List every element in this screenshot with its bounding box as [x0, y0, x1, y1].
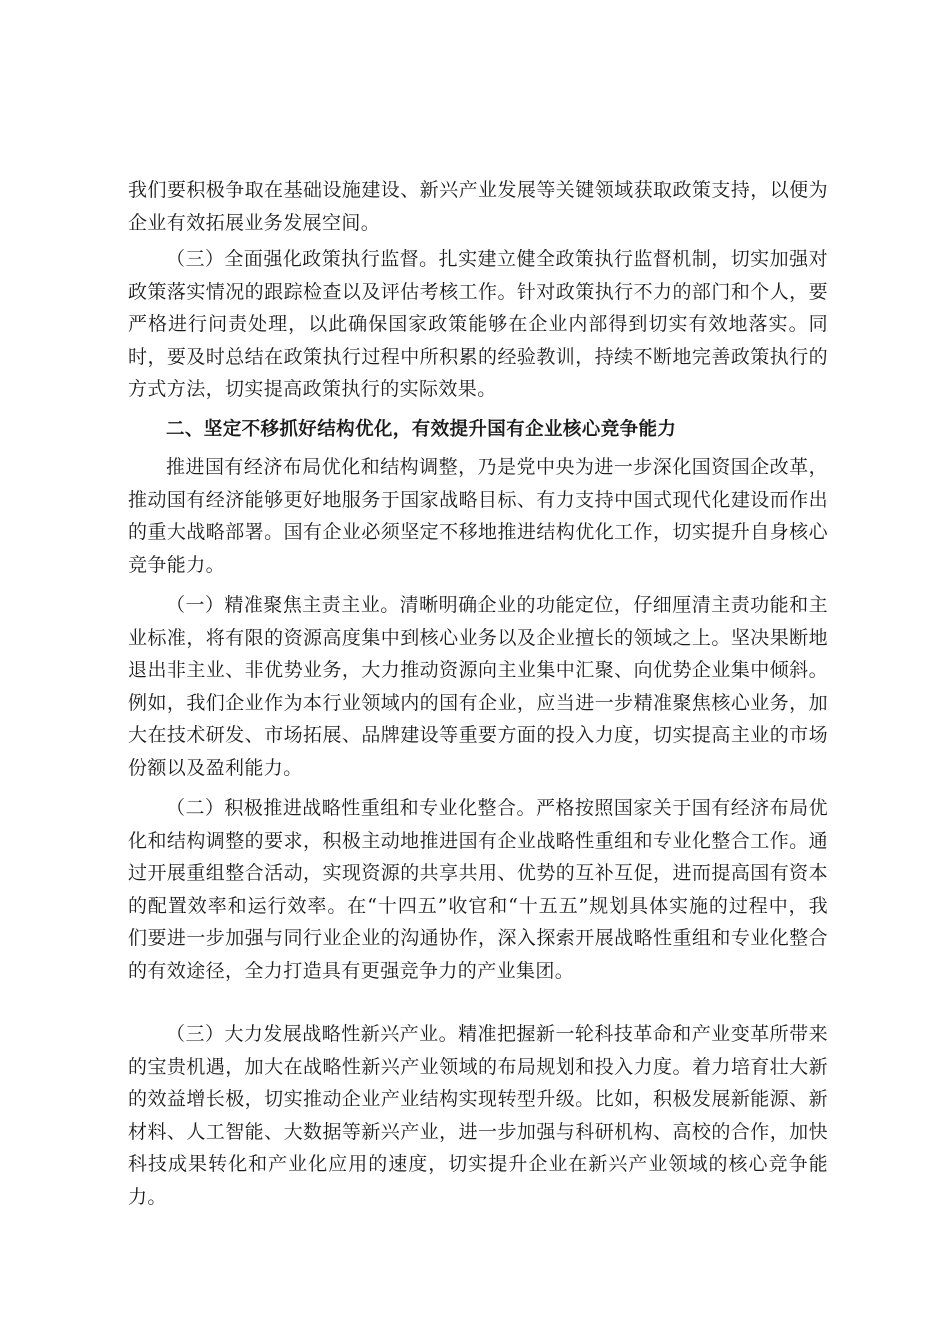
paragraph-strategic-restructuring: （二）积极推进战略性重组和专业化整合。严格按照国家关于国有经济布局优化和结构调整的要求，积极主动地推进国有企业战略性重组和专业化整合工作。通过开展重组整合活动，实现资源的共享共用、优势的互补互促，进而提高国有资本的配置效率和运行效率。在“十四五”收官和“十五五”规划具体实施的过程中，我们要进一步加强与同行业企业的沟通协作，深入探索开展战略性重组和专业化整合的有效途径，全力打造具有更强竞争力的产业集团。: [128, 797, 828, 982]
paragraph-focus-main-business: （一）精准聚焦主责主业。清晰明确企业的功能定位，仔细厘清主责功能和主业标准，将有限的资源高度集中到核心业务以及企业擅长的领域之上。坚决果断地退出非主业、非优势业务，大力推动资源向主业集中汇聚、向优势企业集中倾斜。例如，我们企业作为本行业领域内的国有企业，应当进一步精准聚焦核心业务，加大在技术研发、市场拓展、品牌建设等重要方面的投入力度，切实提高主业的市场份额以及盈利能力。: [128, 594, 828, 779]
paragraph-policy-support-continuation: 我们要积极争取在基础设施建设、新兴产业发展等关键领域获取政策支持，以便为企业有效拓展业务发展空间。: [128, 179, 828, 234]
paragraph-structure-adjustment-intro: 推进国有经济布局优化和结构调整，乃是党中央为进一步深化国资国企改革，推动国有经济能够更好地服务于国家战略目标、有力支持中国式现代化建设而作出的重大战略部署。国有企业必须坚定不移地推进结构优化工作，切实提升自身核心竞争能力。: [128, 456, 828, 576]
section-heading-structure-optimization: 二、坚定不移抓好结构优化，有效提升国有企业核心竞争能力: [166, 419, 677, 440]
paragraph-emerging-industries: （三）大力发展战略性新兴产业。精准把握新一轮科技革命和产业变革所带来的宝贵机遇，加大在战略性新兴产业领域的布局规划和投入力度。着力培育壮大新的效益增长极，切实推动企业产业结构实现转型升级。比如，积极发展新能源、新材料、人工智能、大数据等新兴产业，进一步加强与科研机构、高校的合作，加快科技成果转化和产业化应用的速度，切实提升企业在新兴产业领域的核心竞争能力。: [128, 1023, 828, 1208]
paragraph-policy-execution-supervision: （三）全面强化政策执行监督。扎实建立健全政策执行监督机制，切实加强对政策落实情况的跟踪检查以及评估考核工作。针对政策执行不力的部门和个人，要严格进行问责处理，以此确保国家政策能够在企业内部得到切实有效地落实。同时，要及时总结在政策执行过程中所积累的经验教训，持续不断地完善政策执行的方式方法，切实提高政策执行的实际效果。: [128, 248, 828, 401]
